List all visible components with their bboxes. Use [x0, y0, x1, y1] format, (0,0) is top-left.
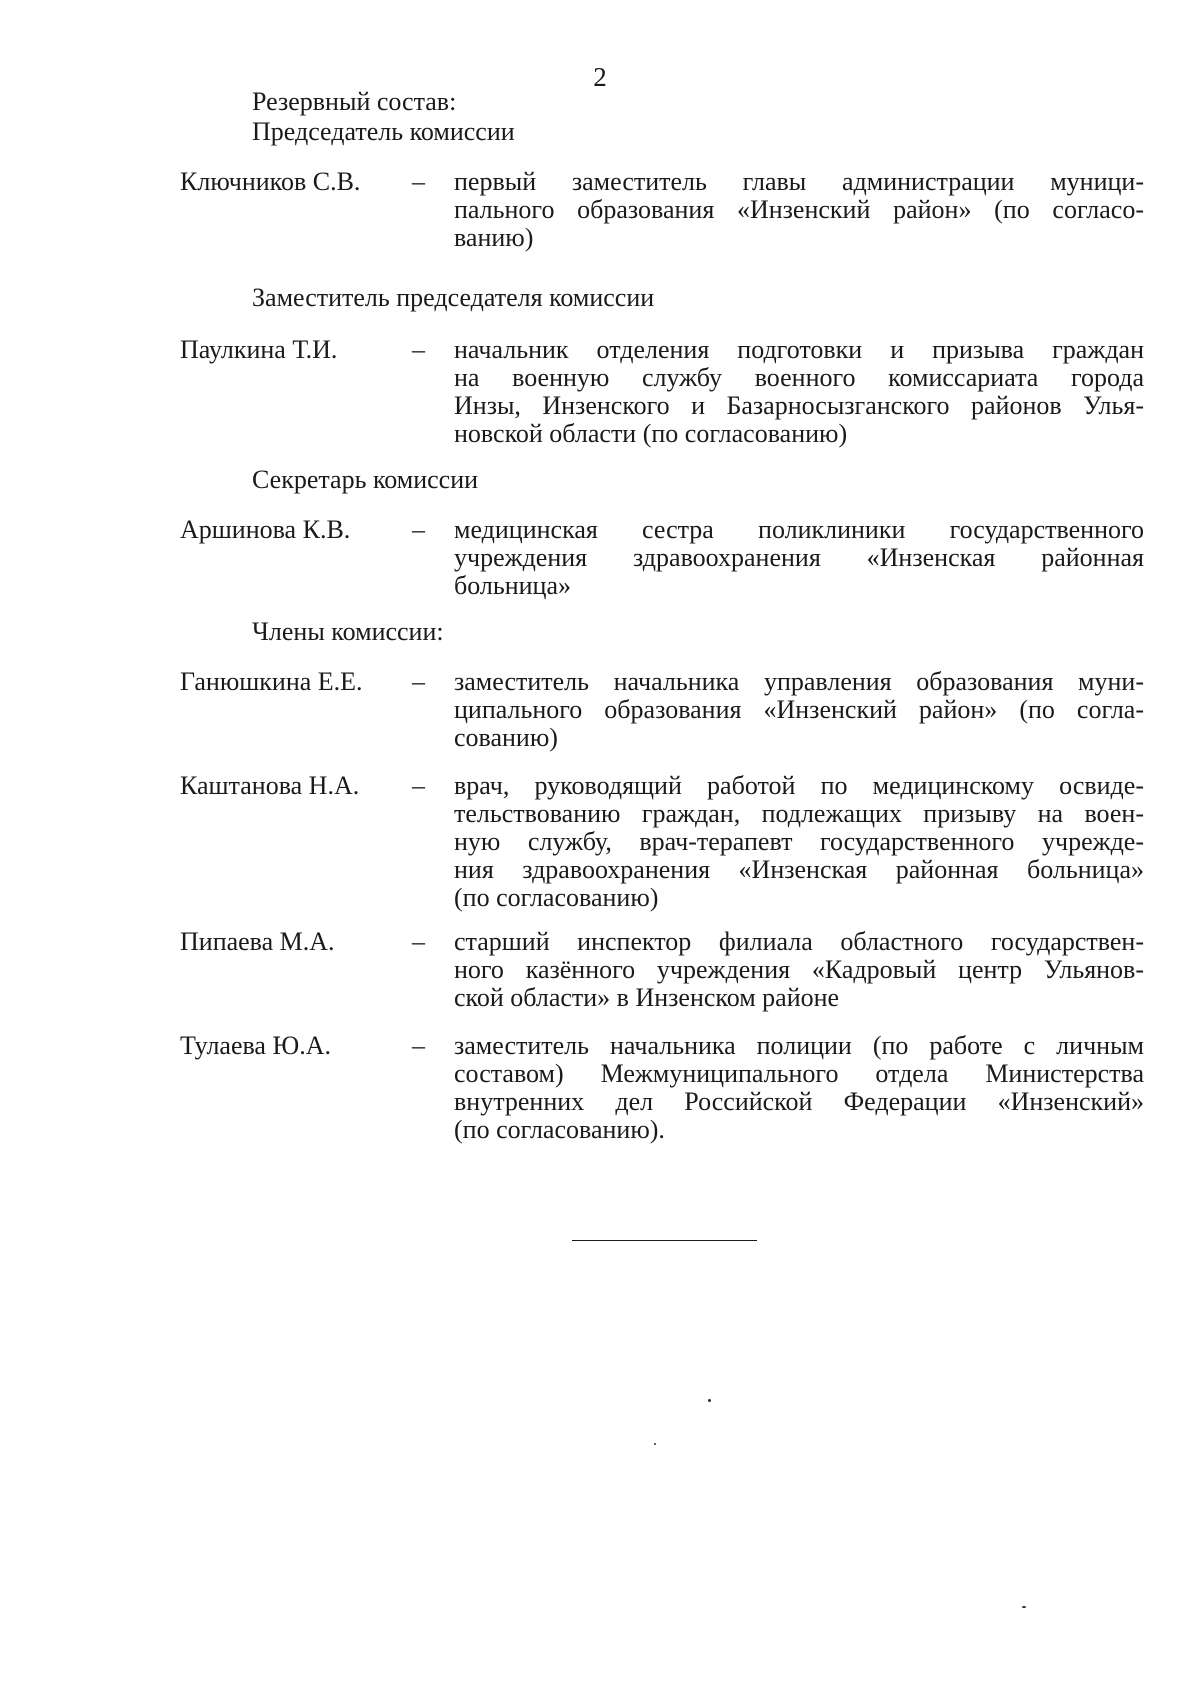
description-line: заместитель начальника полиции (по работе с личным	[454, 1031, 1144, 1060]
description-line: ния здравоохранения «Инзенская районная больница»	[454, 855, 1144, 884]
position-description	[454, 168, 1144, 252]
description-line: начальник отделения подготовки и призыва граждан	[454, 335, 1144, 364]
description-line: первый заместитель главы администрации муници-	[454, 167, 1144, 196]
dash: –	[412, 927, 425, 956]
secretary-heading: Секретарь комиссии	[252, 465, 479, 494]
description-line: тельствованию граждан, подлежащих призыву на воен-	[454, 799, 1144, 828]
description-line: пального образования «Инзенский район» (по согласо-	[454, 195, 1144, 224]
entry-member	[180, 1032, 1148, 1144]
members-heading: Члены комиссии:	[252, 617, 444, 646]
position-description	[454, 516, 1144, 600]
description-line: медицинская сестра поликлиники государственного	[454, 515, 1144, 544]
entry-chairman	[180, 168, 1148, 252]
entry-member	[180, 668, 1148, 752]
description-line: ного казённого учреждения «Кадровый центр Ульянов-	[454, 955, 1144, 984]
person-name: Каштанова Н.А.	[180, 771, 360, 800]
person-name: Аршинова К.В.	[180, 515, 351, 544]
scan-speck	[708, 1399, 711, 1402]
scan-speck	[1022, 1606, 1026, 1608]
entry-deputy	[180, 336, 1148, 448]
description-line: ную службу, врач-терапевт государственного учрежде-	[454, 827, 1144, 856]
person-name: Паулкина Т.И.	[180, 335, 338, 364]
person-name: Пипаева М.А.	[180, 927, 335, 956]
description-line: заместитель начальника управления образования муни-	[454, 667, 1144, 696]
description-line: (по согласованию).	[454, 1115, 665, 1144]
entry-member	[180, 928, 1148, 1012]
dash: –	[412, 167, 425, 196]
scan-speck	[654, 1443, 656, 1445]
position-description	[454, 1032, 1144, 1144]
position-description	[454, 336, 1144, 448]
dash: –	[412, 667, 425, 696]
description-line: Инзы, Инзенского и Базарносызганского районов Улья-	[454, 391, 1144, 420]
entry-member	[180, 772, 1148, 912]
dash: –	[412, 515, 425, 544]
description-line: больница»	[454, 571, 571, 600]
description-line: учреждения здравоохранения «Инзенская районная	[454, 543, 1144, 572]
entry-secretary	[180, 516, 1148, 600]
description-line: ской области» в Инзенском районе	[454, 983, 840, 1012]
description-line: на военную службу военного комиссариата города	[454, 363, 1144, 392]
description-line: ципального образования «Инзенский район» (по согла-	[454, 695, 1144, 724]
description-line: новской области (по согласованию)	[454, 419, 848, 448]
reserve-title: Резервный состав:	[252, 87, 457, 116]
description-line: старший инспектор филиала областного государствен-	[454, 927, 1144, 956]
description-line: внутренних дел Российской Федерации «Инзенский»	[454, 1087, 1144, 1116]
person-name: Ганюшкина Е.Е.	[180, 667, 363, 696]
end-divider	[572, 1240, 757, 1241]
position-description	[454, 928, 1144, 1012]
description-line: составом) Межмуниципального отдела Министерства	[454, 1059, 1144, 1088]
chairman-heading: Председатель комиссии	[252, 117, 515, 146]
deputy-heading: Заместитель председателя комиссии	[252, 283, 655, 312]
position-description	[454, 668, 1144, 752]
position-description	[454, 772, 1144, 912]
page-number: 2	[593, 62, 607, 92]
dash: –	[412, 1031, 425, 1060]
person-name: Ключников С.В.	[180, 167, 361, 196]
description-line: ванию)	[454, 223, 534, 252]
description-line: сованию)	[454, 723, 558, 752]
description-line: (по согласованию)	[454, 883, 659, 912]
person-name: Тулаева Ю.А.	[180, 1031, 331, 1060]
description-line: врач, руководящий работой по медицинскому освиде-	[454, 771, 1144, 800]
dash: –	[412, 335, 425, 364]
dash: –	[412, 771, 425, 800]
